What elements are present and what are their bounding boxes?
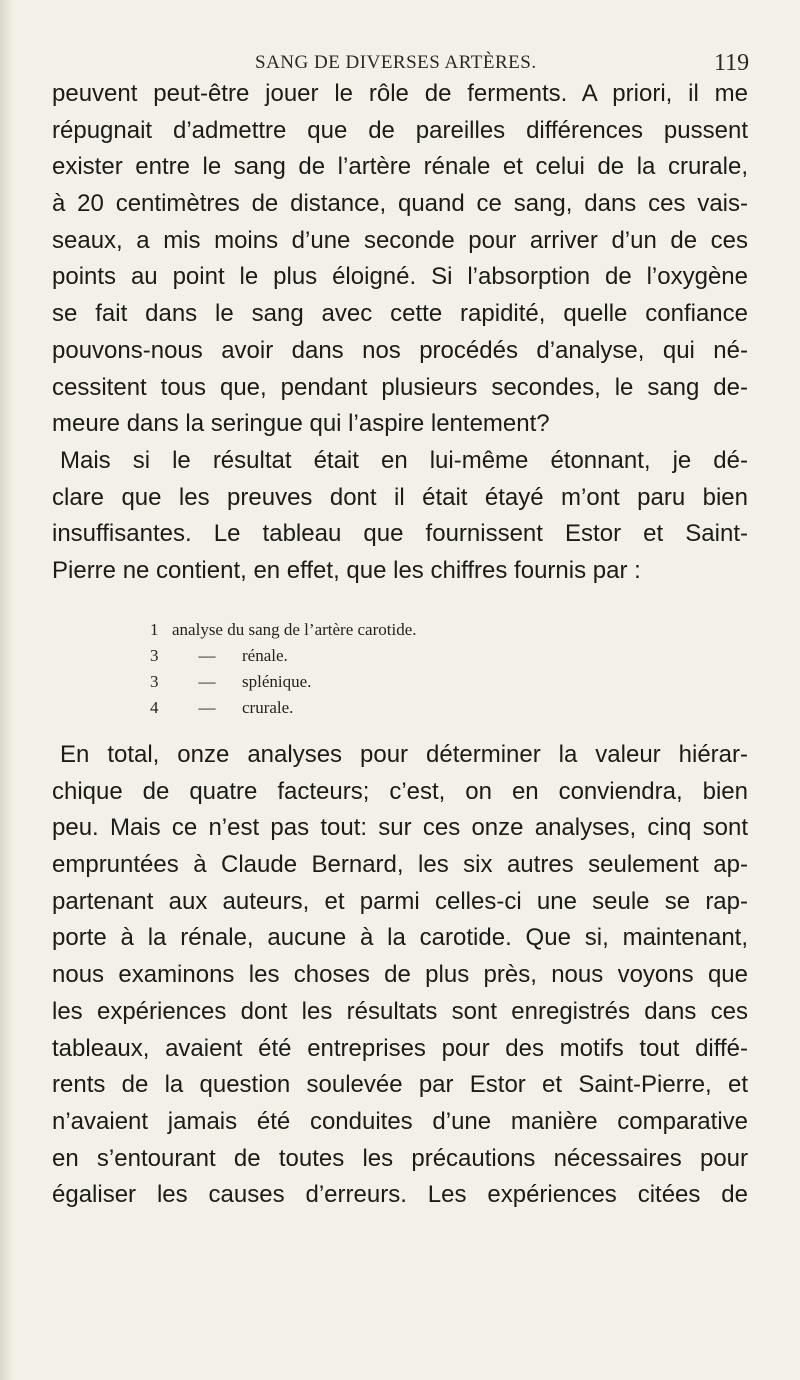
text-line: points au point le plus éloigné. Si l’absorption de l’oxygène	[52, 263, 748, 291]
analysis-description: splénique.	[242, 672, 312, 691]
analysis-count: 4	[150, 698, 159, 717]
analysis-description: analyse du sang de l’artère carotide.	[172, 620, 417, 639]
page-binding-edge	[0, 0, 14, 1380]
text-line: Mais si le résultat était en lui-même étonnant, je dé-	[60, 446, 748, 474]
text-line: En total, onze analyses pour déterminer la valeur hiérar-	[60, 741, 748, 768]
text-line: clare que les preuves dont il était étayé m’ont paru bien	[52, 483, 748, 511]
text-line: partenant aux auteurs, et parmi celles-ci une seule se rap-	[52, 887, 748, 915]
table-row	[150, 669, 670, 695]
analyses-table	[150, 617, 670, 721]
table-row	[150, 643, 670, 669]
text-line: peu. Mais ce n’est pas tout: sur ces onze analyses, cinq sont	[52, 814, 748, 842]
analysis-description: crurale.	[242, 698, 294, 717]
text-line: pouvons-nous avoir dans nos procédés d’analyse, qui né-	[52, 336, 748, 364]
text-line: tableaux, avaient été entreprises pour des motifs tout diffé-	[52, 1034, 748, 1062]
text-line: se fait dans le sang avec cette rapidité, quelle confiance	[52, 300, 748, 328]
text-line: les expériences dont les résultats sont enregistrés dans ces	[52, 997, 748, 1025]
text-line: égaliser les causes d’erreurs. Les expériences citées de	[52, 1181, 748, 1209]
table-row	[150, 695, 670, 721]
running-title: SANG DE DIVERSES ARTÈRES.	[255, 52, 537, 73]
text-line: cessitent tous que, pendant plusieurs secondes, le sang de-	[52, 373, 748, 401]
page-number: 119	[714, 50, 750, 76]
text-line: seaux, a mis moins d’une seconde pour arriver d’un de ces	[52, 226, 748, 254]
text-line: nous examinons les choses de plus près, nous voyons que	[52, 961, 748, 989]
ditto-dash: —	[198, 672, 216, 691]
ditto-dash: —	[198, 698, 216, 717]
analysis-count: 3	[150, 672, 159, 691]
text-line: n’avaient jamais été conduites d’une manière comparative	[52, 1107, 748, 1135]
text-line: porte à la rénale, aucune à la carotide. Que si, maintenant,	[52, 924, 748, 952]
ditto-dash: —	[198, 646, 216, 665]
text-line: à 20 centimètres de distance, quand ce sang, dans ces vais-	[52, 190, 748, 218]
text-line: rents de la question soulevée par Estor et Saint-Pierre, et	[52, 1071, 748, 1099]
text-line: exister entre le sang de l’artère rénale et celui de la crurale,	[52, 153, 748, 181]
analysis-count: 1	[150, 620, 159, 639]
analysis-description: rénale.	[242, 646, 288, 665]
paragraph-3	[52, 737, 748, 1214]
text-line: en s’entourant de toutes les précautions nécessaires pour	[52, 1144, 748, 1172]
text-line: meure dans la seringue qui l’aspire lentement?	[52, 410, 550, 438]
text-line: peuvent peut-être jouer le rôle de ferments. A priori, il me	[52, 80, 748, 107]
text-line: insuffisantes. Le tableau que fournissent Estor et Saint-	[52, 520, 748, 548]
paragraph-1	[52, 76, 748, 590]
text-line: empruntées à Claude Bernard, les six autres seulement ap-	[52, 851, 748, 879]
table-row	[150, 617, 670, 643]
analysis-count: 3	[150, 646, 159, 665]
text-line: répugnait d’admettre que de pareilles différences pussent	[52, 116, 748, 144]
text-line: Pierre ne contient, en effet, que les chiffres fournis par :	[52, 556, 641, 584]
text-line: chique de quatre facteurs; c’est, on en conviendra, bien	[52, 777, 748, 805]
